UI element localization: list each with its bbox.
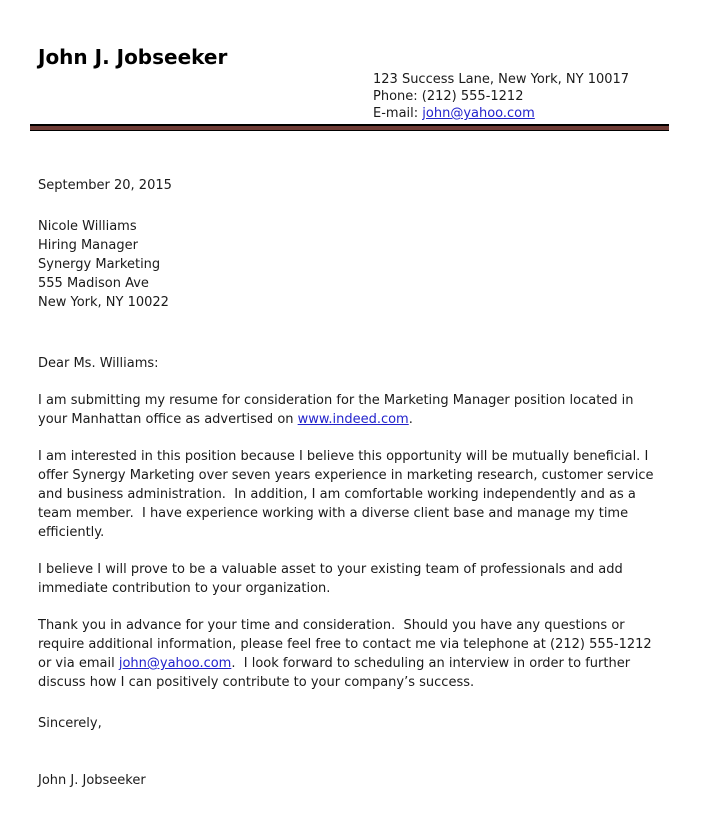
signature-name: John J. Jobseeker	[38, 773, 146, 788]
paragraph-thanks-text-end: . I look forward to scheduling an interview in order to further discuss how I can positively contribute to your company’s success.	[38, 656, 635, 690]
paragraph-intro-text-end: .	[408, 412, 413, 427]
paragraph-thanks-text: Thank you in advance for your time and consideration. Should you have any questions or require additional information, please feel free to contact me via telephone at (212) 555-1212 or via email	[38, 618, 656, 671]
sender-email-row	[373, 105, 660, 122]
salutation: Dear Ms. Williams:	[38, 356, 159, 371]
email-link[interactable]: john@yahoo.com	[118, 656, 232, 671]
paragraph-intro	[38, 391, 660, 429]
recipient-city: New York, NY 10022	[38, 295, 169, 310]
recipient-street: 555 Madison Ave	[38, 276, 149, 291]
recipient-title: Hiring Manager	[38, 238, 138, 253]
sender-name: John J. Jobseeker	[38, 45, 228, 69]
email-label: E-mail:	[373, 106, 423, 121]
letter-date: September 20, 2015	[38, 178, 172, 193]
paragraph-experience: I am interested in this position because I believe this opportunity will be mutually beneficial. I offer Synergy Marketing over seven years experience in marketing research, customer service and business administration. In addition, I am comfortable working independently and as a team member. I have experience working with a diverse client base and manage my time efficiently.	[38, 449, 658, 540]
sender-phone-row	[373, 88, 660, 105]
sender-contact-block	[373, 71, 660, 122]
header-divider-rule	[30, 124, 669, 131]
paragraph-value: I believe I will prove to be a valuable asset to your existing team of professionals and add immediate contribution to your organization.	[38, 562, 627, 596]
phone-label: Phone:	[373, 89, 422, 104]
paragraph-intro-text: I am submitting my resume for consideration for the Marketing Manager position located in your Manhattan office as advertised on	[38, 393, 638, 427]
paragraph-thanks	[38, 616, 660, 692]
phone-number: (212) 555-1212	[421, 89, 524, 104]
sender-address: 123 Success Lane, New York, NY 10017	[373, 72, 630, 87]
recipient-name: Nicole Williams	[38, 219, 137, 234]
recipient-address-block	[38, 217, 660, 312]
indeed-link[interactable]: www.indeed.com	[297, 412, 409, 427]
recipient-company: Synergy Marketing	[38, 257, 161, 272]
closing-salutation: Sincerely,	[38, 716, 102, 731]
sender-email-link[interactable]: john@yahoo.com	[422, 106, 535, 121]
